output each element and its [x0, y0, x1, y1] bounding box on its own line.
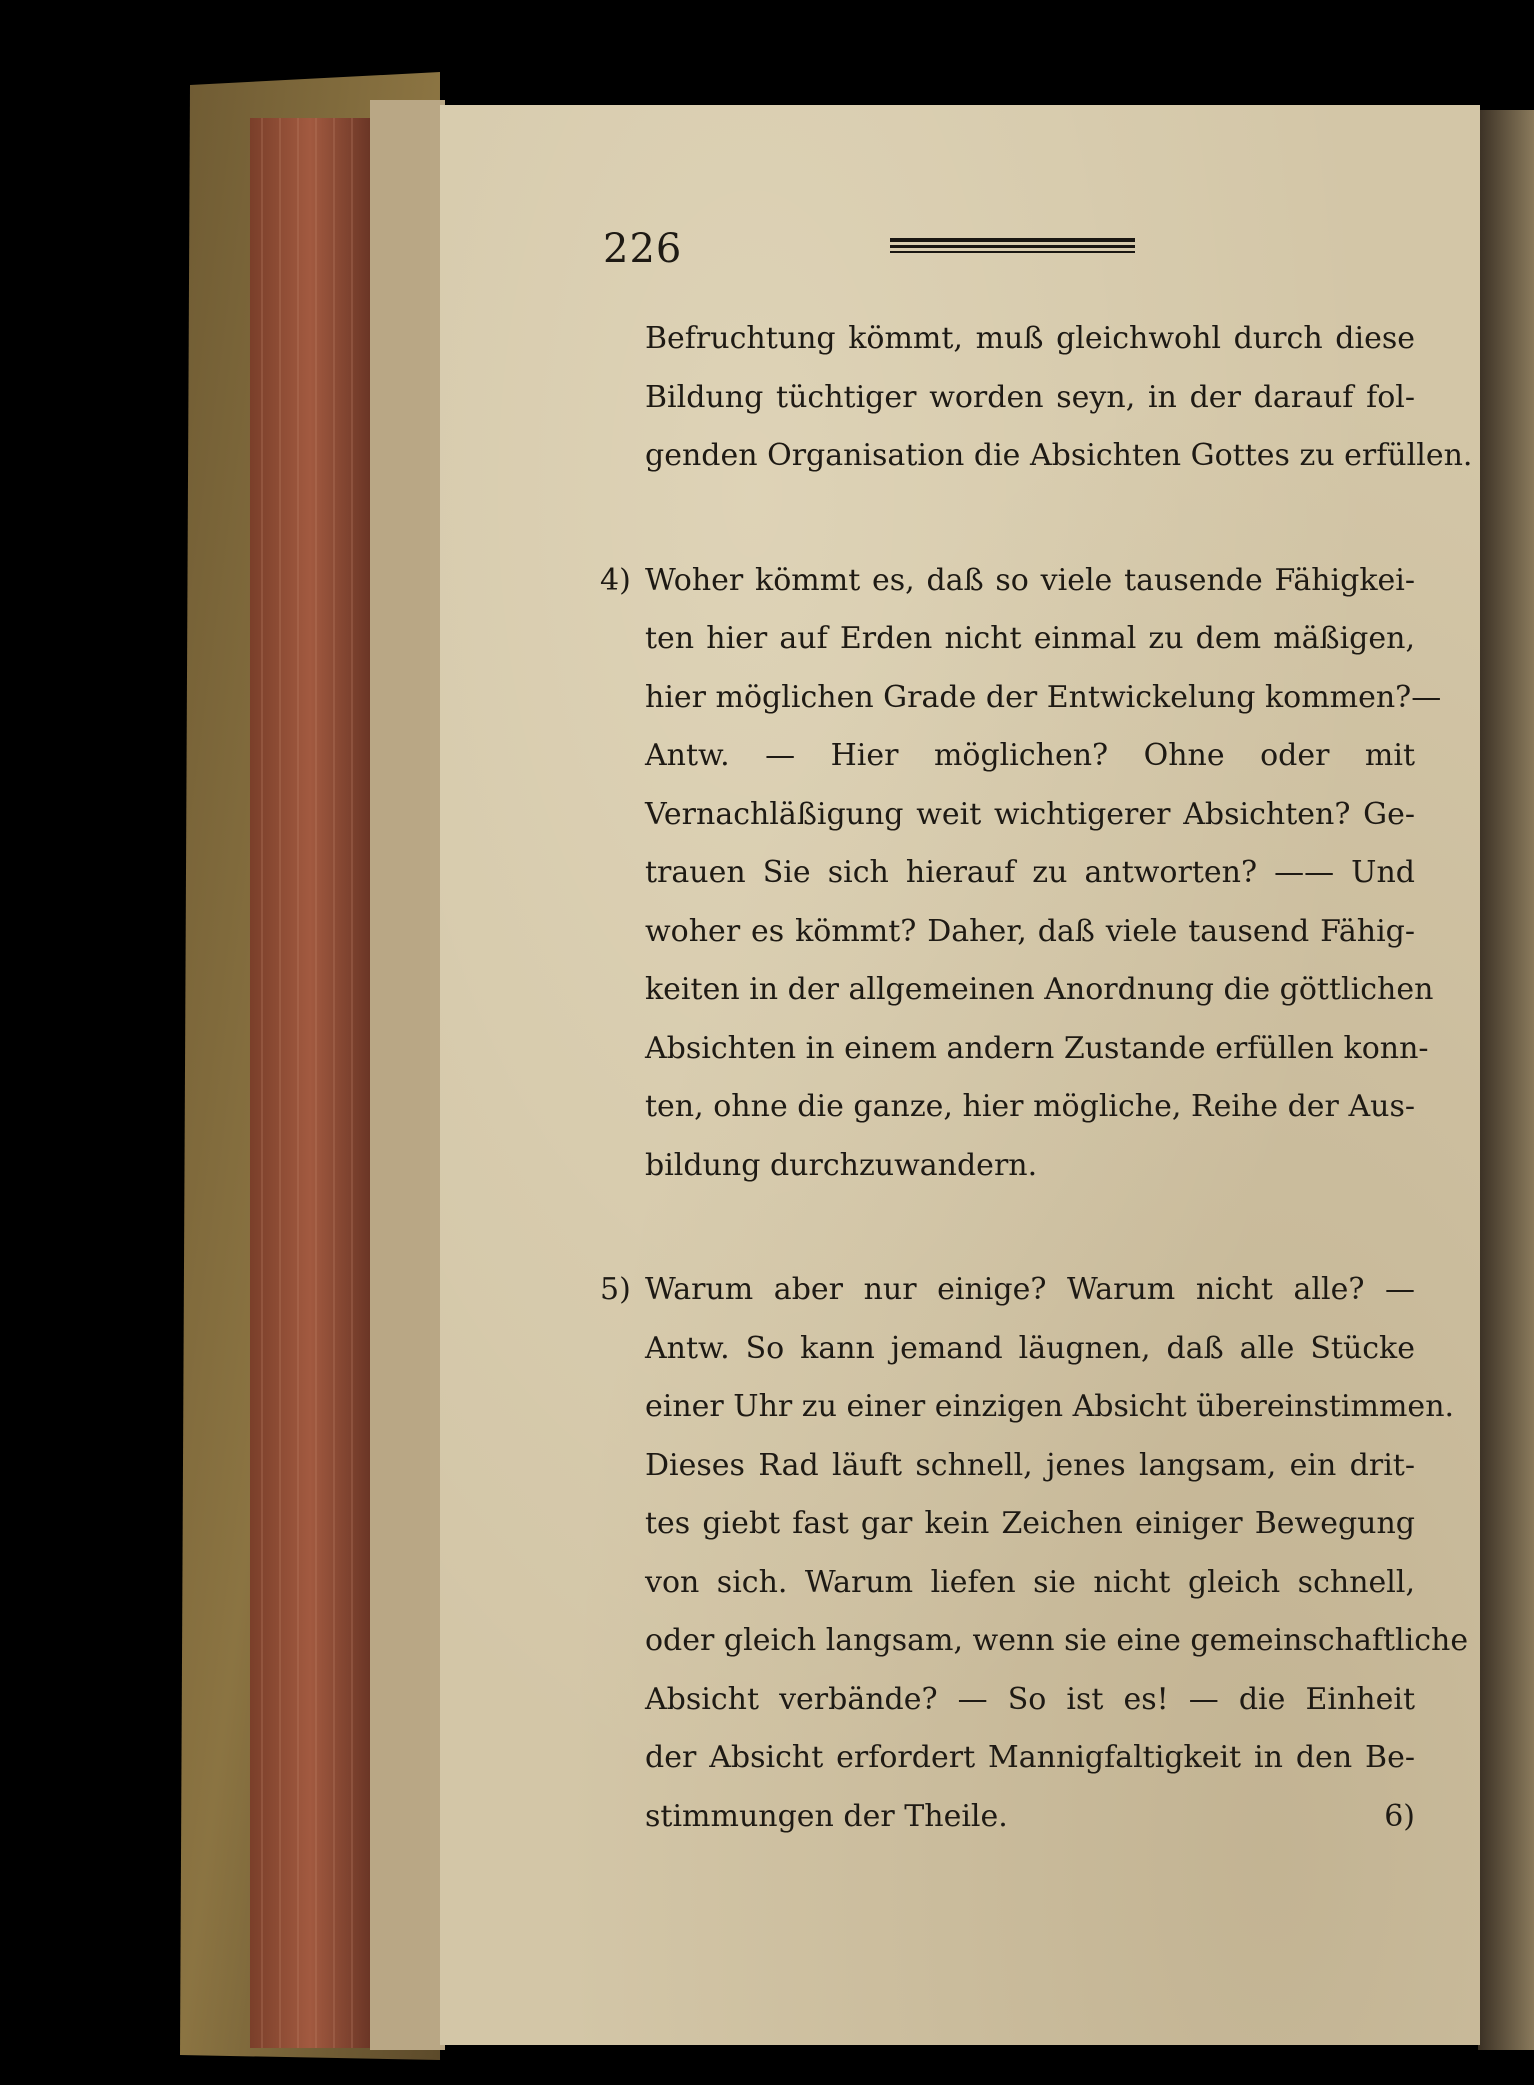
text-line: genden Organisation die Absichten Gottes zu erfüllen. [645, 438, 1473, 473]
text-line: ten hier auf Erden nicht einmal zu dem mäßigen, [645, 621, 1415, 656]
text-line: woher es kömmt? Daher, daß viele tausend Fähig- [645, 913, 1415, 949]
text-line: oder gleich langsam, wenn sie eine gemeinschaftliche [645, 1623, 1469, 1658]
text-line: Absichten in einem andern Zustande erfüllen konn- [645, 1030, 1429, 1066]
text-line: Vernachläßigung weit wichtigerer Absichten? Ge- [645, 796, 1415, 832]
text-line: Woher kömmt es, daß so viele tausende Fähigkei- [645, 562, 1415, 598]
text-line: bildung durchzuwandern. [645, 1147, 1038, 1183]
paragraph-number: 4) [600, 562, 631, 598]
text-line: Absicht verbände? — So ist es! — die Einheit [645, 1681, 1415, 1717]
text-line: einer Uhr zu einer einzigen Absicht übereinstimmen. [645, 1389, 1455, 1424]
text-line: Antw. — Hier möglichen? Ohne oder mit [645, 738, 1415, 773]
text-line: stimmungen der Theile. [645, 1798, 1008, 1834]
text-line: Befruchtung kömmt, muß gleichwohl durch diese [645, 321, 1415, 356]
text-line: Warum aber nur einige? Warum nicht alle? — [645, 1272, 1415, 1307]
text-line: trauen Sie sich hierauf zu antworten? —— Und [645, 855, 1415, 890]
text-line: tes giebt fast gar kein Zeichen einiger Bewegung [645, 1506, 1415, 1541]
text-line: der Absicht erfordert Mannigfaltigkeit in den Be- [645, 1740, 1415, 1775]
paragraph-number: 5) [600, 1272, 631, 1307]
text-line: von sich. Warum liefen sie nicht gleich schnell, [645, 1564, 1415, 1600]
paragraph-continuation [645, 310, 1473, 486]
text-line: Dieses Rad läuft schnell, jenes langsam, ein drit- [645, 1447, 1415, 1483]
paragraph-5 [600, 1261, 1469, 1846]
text-line: hier möglichen Grade der Entwickelung kommen?— [645, 679, 1442, 715]
page-stack [370, 100, 445, 2050]
text-line: keiten in der allgemeinen Anordnung die göttlichen [645, 972, 1434, 1007]
text-line: Bildung tüchtiger worden seyn, in der darauf fol- [645, 379, 1415, 415]
page-number: 226 [603, 226, 683, 272]
text-line: ten, ohne die ganze, hier mögliche, Reihe der Aus- [645, 1089, 1415, 1124]
header-rule [890, 238, 1135, 256]
paragraph-4 [600, 552, 1442, 1196]
catchword: 6) [1384, 1798, 1415, 1834]
page-text [600, 310, 1473, 1846]
text-line: Antw. So kann jemand läugnen, daß alle Stücke [645, 1330, 1415, 1366]
opposite-page [1478, 110, 1534, 2050]
